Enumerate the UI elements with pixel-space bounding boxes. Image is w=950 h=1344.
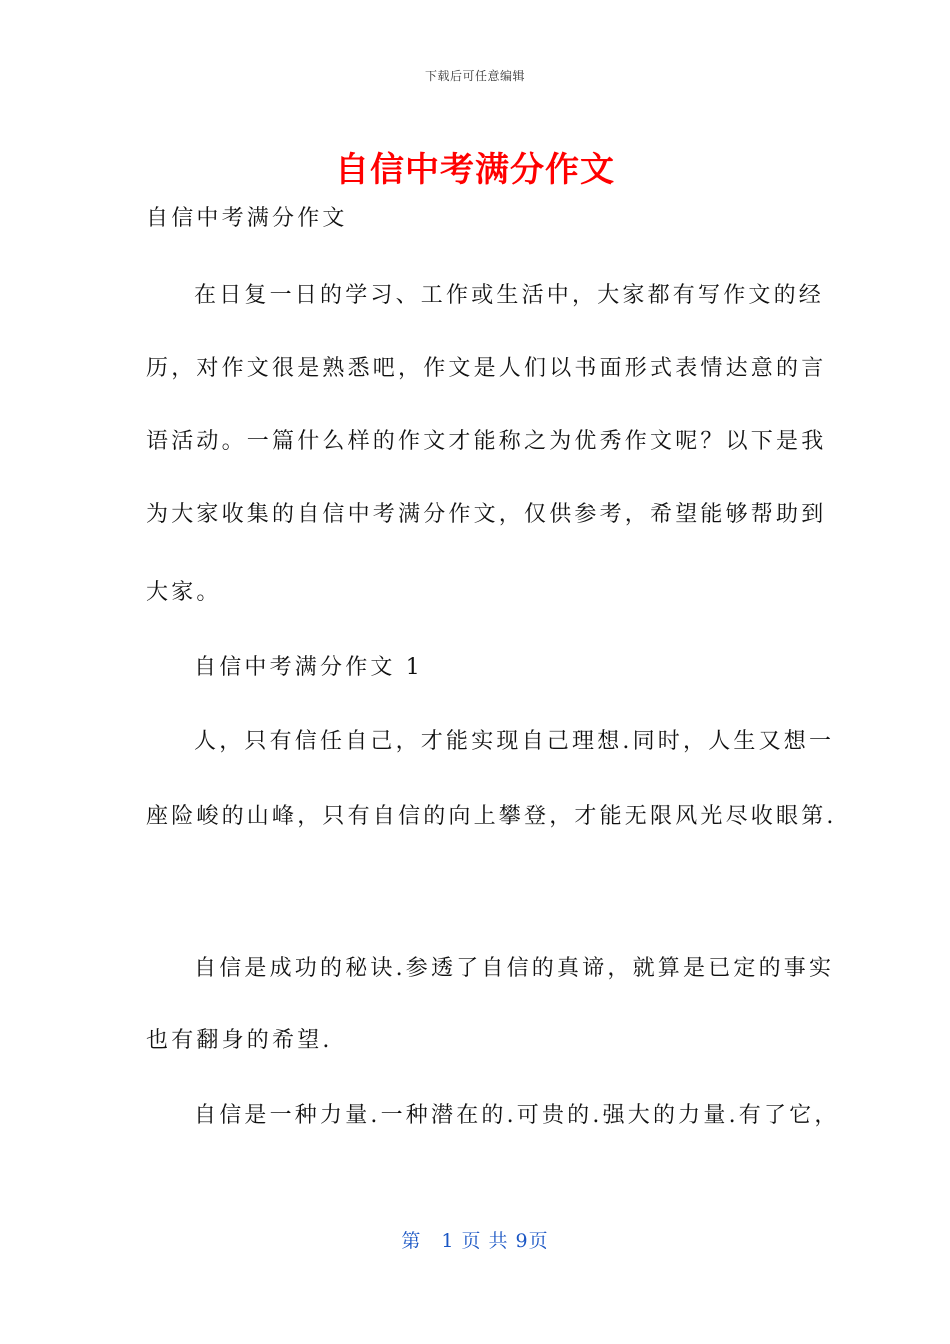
- paragraph-line: 自信是成功的秘诀.参透了自信的真谛，就算是已定的事实: [194, 956, 835, 981]
- paragraph-line: 大家。: [146, 580, 222, 605]
- paragraph-line: 在日复一日的学习、工作或生活中，大家都有写作文的经: [194, 283, 825, 308]
- paragraph-line: 为大家收集的自信中考满分作文，仅供参考，希望能够帮助到: [146, 502, 827, 527]
- paragraph-line: 语活动。一篇什么样的作文才能称之为优秀作文呢？以下是我: [146, 429, 827, 454]
- page-number-footer: 第 1 页 共 9页: [401, 1230, 549, 1252]
- header-note: 下载后可任意编辑: [424, 69, 525, 83]
- paragraph-line: 人，只有信任自己，才能实现自己理想.同时，人生又想一: [194, 729, 835, 754]
- document-title: 自信中考满分作文: [335, 150, 615, 190]
- paragraph-line: 也有翻身的希望.: [146, 1028, 333, 1053]
- section-heading: 自信中考满分作文 1: [194, 655, 423, 680]
- subtitle-line: 自信中考满分作文: [146, 206, 348, 231]
- paragraph-line: 座险峻的山峰，只有自信的向上攀登，才能无限风光尽收眼第.: [146, 804, 837, 829]
- paragraph-line: 历，对作文很是熟悉吧，作文是人们以书面形式表情达意的言: [146, 356, 827, 381]
- paragraph-line: 自信是一种力量.一种潜在的.可贵的.强大的力量.有了它，: [194, 1103, 840, 1128]
